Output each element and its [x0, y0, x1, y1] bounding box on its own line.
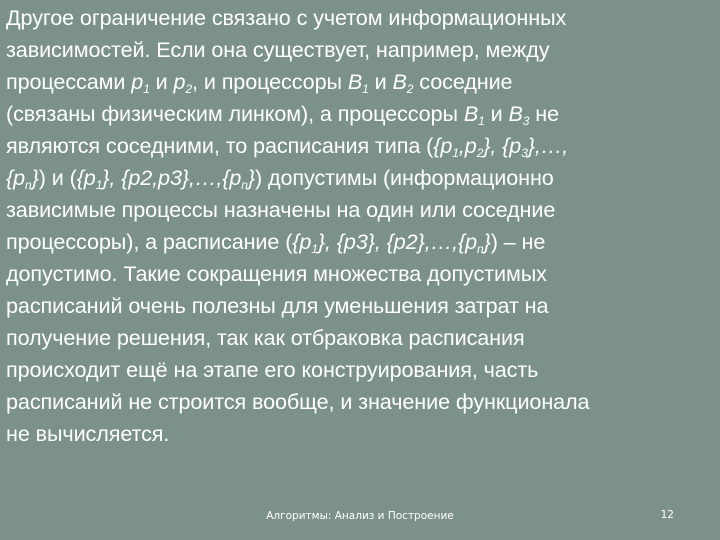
subscript — [478, 114, 485, 128]
text-run: являются соседними, то расписания типа ( — [6, 133, 434, 158]
subscript — [241, 178, 248, 192]
text-line — [6, 194, 712, 226]
subscript-text: n — [241, 178, 248, 192]
italic-text: }, {p — [483, 133, 522, 158]
text-run: ) – не — [490, 229, 546, 254]
text-run: расписаний не строится вообще, и значение функционала — [6, 389, 590, 414]
text-line — [6, 226, 712, 258]
italic-text: }, {p3}, {p2},…,{p — [317, 229, 478, 254]
subscript — [143, 82, 150, 96]
text-line — [6, 354, 712, 386]
italic-text: } — [31, 165, 39, 190]
subscript — [362, 82, 369, 96]
italic-text: {p — [292, 229, 312, 254]
italic-text: } — [247, 165, 255, 190]
italic-text: B — [347, 69, 363, 94]
italic-text: B — [463, 101, 479, 126]
text-run: происходит ещё на этапе его конструирования, часть — [6, 357, 539, 382]
italic-text: p — [131, 69, 144, 94]
subscript — [521, 146, 528, 160]
text-run: соседние — [413, 69, 513, 94]
text-line — [6, 418, 712, 450]
italic-text: ,p — [458, 133, 477, 158]
subscript-text: 2 — [476, 146, 484, 160]
text-line — [6, 386, 712, 418]
text-run: зависимостей. Если она существует, например, между — [6, 37, 550, 62]
text-line — [6, 258, 712, 290]
slide-body-text — [6, 2, 712, 450]
text-line — [6, 322, 712, 354]
text-run: зависимые процессы назначены на один или соседние — [6, 197, 556, 222]
text-run: не вычисляется. — [6, 421, 170, 446]
text-run: ) и ( — [38, 165, 77, 190]
italic-text: B — [392, 69, 407, 94]
text-line — [6, 130, 712, 162]
text-run: процессоры), а расписание ( — [6, 229, 293, 254]
page-number: 12 — [660, 509, 674, 521]
text-run: и — [149, 69, 174, 94]
text-line — [6, 162, 712, 194]
subscript-text: 1 — [311, 242, 318, 256]
subscript-text: 2 — [406, 82, 414, 96]
footer-title: Алгоритмы: Анализ и Построение — [266, 510, 454, 522]
text-run: ) допустимы (информационно — [255, 165, 554, 190]
text-run: получение решения, так как отбраковка расписания — [6, 325, 525, 350]
subscript — [311, 242, 318, 256]
subscript — [477, 242, 484, 256]
italic-text: } — [483, 229, 491, 254]
subscript-text: 1 — [452, 146, 459, 160]
text-run: процессами — [6, 69, 132, 94]
text-run: Другое ограничение связано с учетом информационных — [6, 5, 567, 30]
italic-text: {p — [76, 165, 96, 190]
subscript-text: 2 — [185, 82, 193, 96]
subscript-text: 3 — [521, 146, 528, 160]
text-run: (связаны физическим линком), а процессоры — [6, 101, 464, 126]
text-run: допустимо. Такие сокращения множества допустимых — [6, 261, 547, 286]
text-run: не — [529, 101, 560, 126]
italic-text: p — [173, 69, 186, 94]
text-run: расписаний очень полезны для уменьшения затрат на — [6, 293, 549, 318]
subscript-text: 1 — [362, 82, 369, 96]
italic-text: }, {p2,p3},…,{p — [102, 165, 242, 190]
subscript-text: 3 — [522, 114, 530, 128]
subscript-text: n — [25, 178, 32, 192]
italic-text: {p — [6, 165, 26, 190]
text-line — [6, 98, 712, 130]
subscript-text: n — [477, 242, 484, 256]
text-line — [6, 290, 712, 322]
text-line — [6, 66, 712, 98]
subscript — [25, 178, 32, 192]
text-run: и — [484, 101, 509, 126]
subscript-text: 1 — [95, 178, 103, 192]
subscript-text: 1 — [143, 82, 150, 96]
italic-text: B — [508, 101, 523, 126]
subscript-text: 1 — [478, 114, 485, 128]
text-line — [6, 34, 712, 66]
italic-text: },…, — [527, 133, 569, 158]
subscript — [452, 146, 459, 160]
text-run: и — [368, 69, 393, 94]
italic-text: {p — [433, 133, 453, 158]
text-line — [6, 2, 712, 34]
text-run: , и процессоры — [192, 69, 348, 94]
